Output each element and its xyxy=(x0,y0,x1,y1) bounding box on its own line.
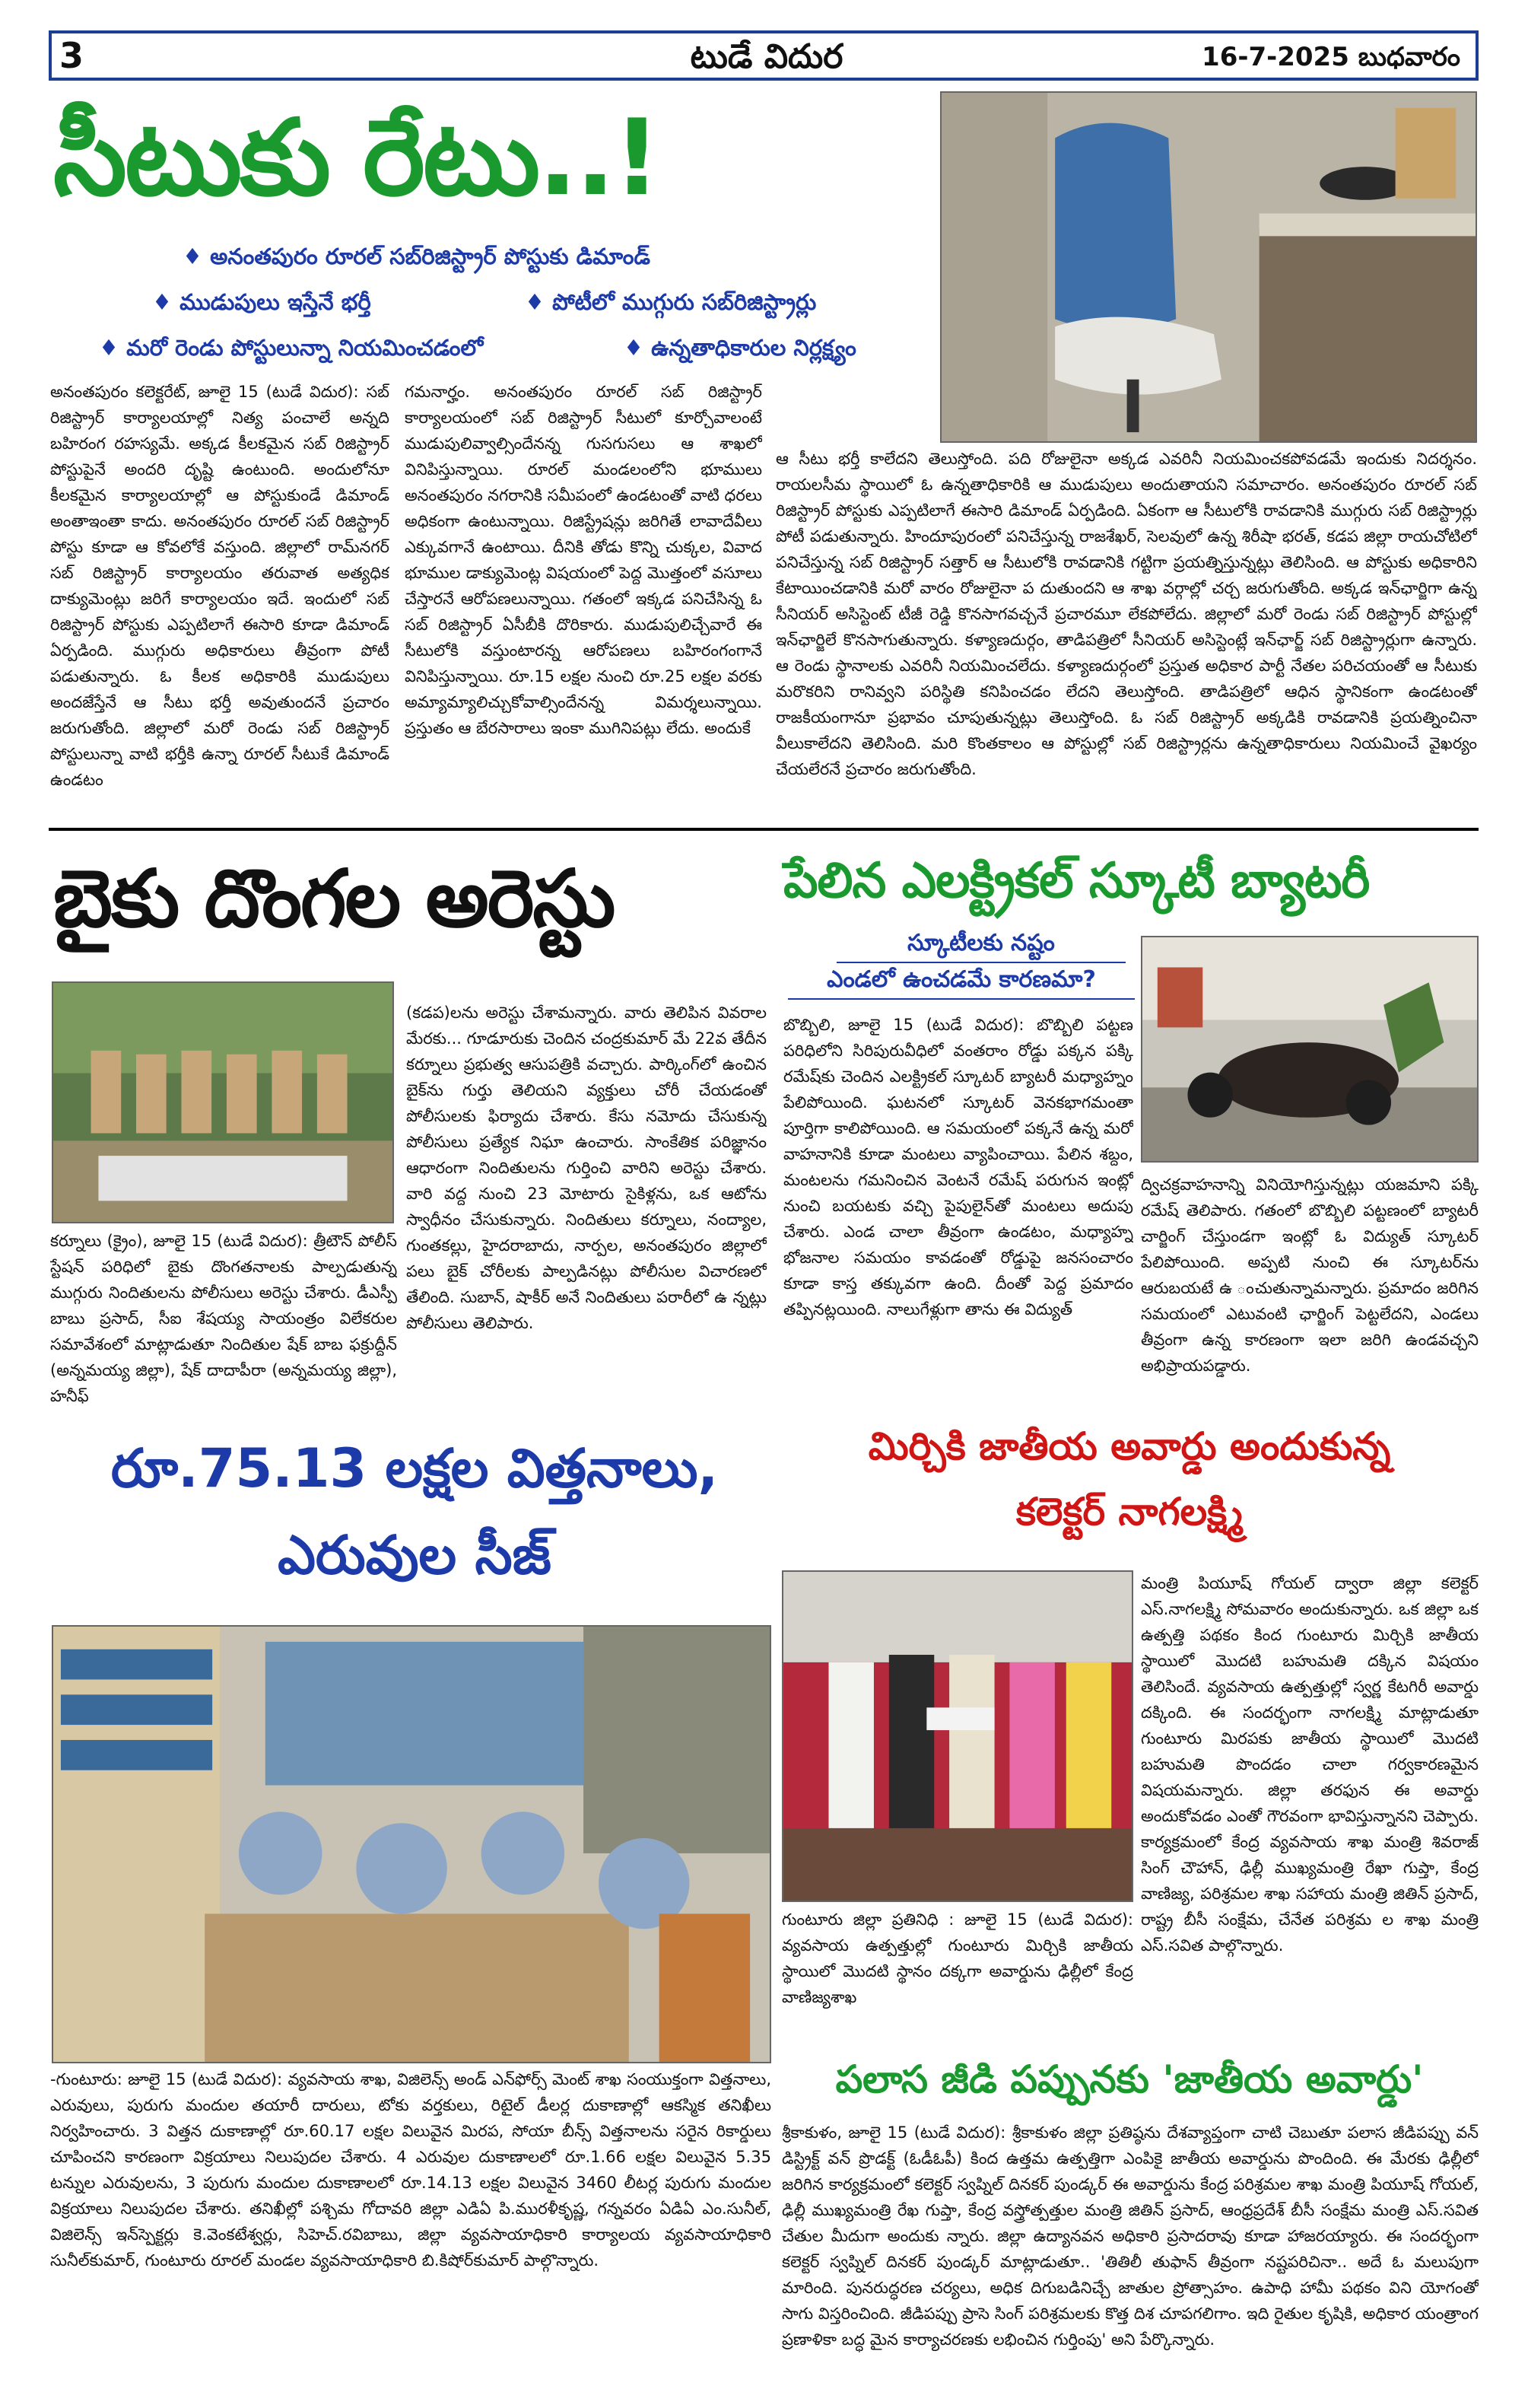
story3-column-2: ద్విచక్రవాహనాన్ని వినియోగిస్తున్నట్లు యజమాని పక్కి రమేష్ తెలిపారు. గతంలో బొబ్బిలి పట్టణంలో బ్యాటరీ చార్జింగ్ చేస్తుండగా ఇంట్లో ఓ విద్యుత్ స్కూటర్ పేలిపోయింది. అప్పటి నుంచి ఈ స్కూటర్‌ను ఆరుబయటే ఉ ంచుతున్నామన్నారు. ప్రమాదం జరిగిన సమయంలో ఎటువంటి ఛార్జింగ్ పెట్టలేదని, ఎండలు తీవ్రంగా ఉన్న కారణంగా ఇలా జరిగి ఉండవచ్చని అభిప్రాయపడ్డారు. xyxy=(1141,1175,1479,1375)
story5-headline-2: కలెక్టర్ నాగలక్ష్మి xyxy=(1015,1490,1244,1534)
story5-column-right: మంత్రి పియూష్ గోయల్ ద్వారా జిల్లా కలెక్టర్ ఎస్.నాగలక్ష్మి సోమవారం అందుకున్నారు. ఒక జిల్లా ఒక ఉత్పత్తి పథకం కింద గుంటూరు మిర్చికి జాతీయ స్థాయిలో మొదటి బహుమతి దక్కిన విషయం తెలిసిందే. వ్యవసాయ ఉత్పత్తుల్లో స్వర్ణ కేటగిరీ అవార్డు దక్కింది. ఈ సందర్భంగా నాగలక్ష్మి మాట్లాడుతూ గుంటూరు మిరపకు జాతీయ స్థాయిలో మొదటి బహుమతి పొందడం చాలా గర్వకారణమైన విషయమన్నారు. జిల్లా తరఫున ఈ అవార్డు అందుకోవడం ఎంతో గౌరవంగా భావిస్తున్నానని చెప్పారు. కార్యక్రమంలో కేంద్ర వ్యవసాయ శాఖ మంత్రి శివరాజ్ సింగ్ చౌహాన్, ఢిల్లీ ముఖ్యమంత్రి రేఖా గుప్తా, కేంద్ర వాణిజ్య, పరిశ్రమల శాఖ సహాయ మంత్రి జితిన్ ప్రసాద్, రాష్ట్ర బీసీ సంక్షేమ, చేనేత పరిశ్రమ ల శాఖ మంత్రి ఎస్.సవిత పాల్గొన్నారు. xyxy=(1141,1574,1479,1955)
award-ceremony-photo xyxy=(782,1570,1133,1902)
story1-subhead-2: ♦ ముడుపులు ఇస్తేనే భర్తీ xyxy=(152,289,371,315)
story1-subhead-5: ♦ ఉన్నతాధికారుల నిర్లక్ష్యం xyxy=(624,335,856,361)
burnt-scooter-photo xyxy=(1141,936,1479,1163)
story6-body: శ్రీకాకుళం, జూలై 15 (టుడే విదుర): శ్రీకాకుళం జిల్లా ప్రతిష్ఠను దేశవ్యాప్తంగా చాటి చెబుతూ పలాస జీడిపప్పు వన్ డిస్ట్రిక్ట్ వన్ ప్రొడక్ట్ (ఓడీఓపీ) కింద ఉత్తమ ఉత్పత్తిగా ఎంపికై జాతీయ అవార్డును పొందింది. ఈ మేరకు ఢిల్లీలో జరిగిన కార్యక్రమంలో కలెక్టర్ స్వప్నిల్ దినకర్ పుండ్కర్ ఈ అవార్డును కేంద్ర పరిశ్రమల శాఖ మంత్రి పియూష్ గోయల్, ఢిల్లీ ముఖ్యమంత్రి రేఖ గుప్తా, కేంద్ర వస్త్రోత్పత్తుల మంత్రి జితిన్ ప్రసాద్, ఆంధ్రప్రదేశ్ బీసీ సంక్షేమ మంత్రి ఎస్.సవిత చేతుల మీదుగా అందుకు న్నారు. జిల్లా ఉద్యానవన అధికారి ప్రసాదరావు కూడా హాజరయ్యారు. ఈ సందర్భంగా కలెక్టర్ స్వప్నిల్ దినకర్ పుండ్కర్ మాట్లాడుతూ.. 'తితిలీ తుఫాన్ తీవ్రంగా నష్టపరిచినా.. అదే ఓ మలుపుగా మారింది. పునరుద్ధరణ చర్యలు, అధిక దిగుబడినిచ్చే జాతుల ప్రోత్సాహం. ఉపాధి హామీ పథకం విని యోగంతో సాగు విస్తరించింది. జీడిపప్పు ప్రాసె సింగ్ పరిశ్రమలకు కొత్త దిశ చూపగలిగాం. ఇది రైతుల కృషికి, అధికార యంత్రాంగ ప్రణాళికా బద్ధ మైన కార్యాచరణకు లభించిన గుర్తింపు' అని పేర్కొన్నారు. xyxy=(782,2123,1479,2349)
story1-headline: సీటుకు రేటు..! xyxy=(53,97,659,219)
office-chair-photo xyxy=(940,91,1477,443)
story2-column-1: కర్నూలు (క్రైం), జూలై 15 (టుడే విదుర): త్రీటౌన్ పోలీస్ స్టేషన్ పరిధిలో బైకు దొంగతనాలకు పాల్పడుతున్న ముగ్గురు నిందితులను పోలీసులు అరెస్టు చేశారు. డీఎస్పీ బాబు ప్రసాద్, సీఐ శేషయ్య సాయంత్రం విలేకరుల సమావేశంలో మాట్లాడుతూ నిందితుల షేక్ బాబ ఫక్రుద్దీన్ (అన్నమయ్య జిల్లా), షేక్ దాదాపీరా (అన్నమయ్య జిల్లా), హనీఫ్ xyxy=(50,1232,397,1405)
story1-subhead-3: ♦ పోటీలో ముగ్గురు సబ్‌రిజిస్ట్రార్లు xyxy=(525,289,817,315)
masthead-date: 16-7-2025 బుధవారం xyxy=(1202,42,1460,72)
story3-headline: పేలిన ఎలక్ట్రికల్ స్కూటీ బ్యాటరీ xyxy=(783,853,1370,909)
story1-column-1: అనంతపురం కలెక్టరేట్, జూలై 15 (టుడే విదుర): సబ్ రిజిస్ట్రార్ కార్యాలయాల్లో నిత్య పంచాలే అన్నది బహిరంగ రహస్యమే. అక్కడ కీలకమైన సబ్ రిజిస్ట్రార్ పోస్టుపైనే అందరి దృష్టి ఉంటుంది. అందులోనూ కీలకమైన కార్యాలయాల్లో ఆ పోస్టుకుండే డిమాండ్ అంతాఇంతా కాదు. అనంతపురం రూరల్ సబ్ రిజిస్ట్రార్ పోస్టు కూడా ఆ కోవలోకే వస్తుంది. జిల్లాలో రామ్‌నగర్ సబ్ రిజిస్ట్రార్ కార్యాలయం తరువాత అత్యధిక దాక్యుమెంట్లు జరిగే కార్యాలయం ఇదే. ఇందులో సబ్ రిజిస్ట్రార్ పోస్టుకు ఎప్పటిలాగే ఈసారి కూడా డిమాండ్ ఏర్పడింది. ముగ్గురు అధికారులు తీవ్రంగా పోటీ పడుతున్నారు. ఓ కీలక అధికారికి ముడుపులు అందజేస్తేనే ఆ సీటు భర్తీ అవుతుందనే ప్రచారం జరుగుతోంది. జిల్లాలో మరో రెండు సబ్ రిజిస్ట్రార్ పోస్టులున్నా వాటి భర్తీకి ఉన్నా రూరల్ సీటుకే డిమాండ్ ఉండటం xyxy=(50,383,389,789)
story4-body: -గుంటూరు: జూలై 15 (టుడే విదుర): వ్యవసాయ శాఖ, విజిలెన్స్ అండ్ ఎన్‌ఫోర్స్ మెంట్ శాఖ సంయుక్తంగా విత్తనాలు, ఎరువులు, పురుగు మందుల తయారీ దారులు, టోకు వర్తకులు, రిటైల్ డీలర్ల దుకాణాల్లో ఆకస్మిక తనిఖీలు నిర్వహించారు. 3 విత్తన దుకాణాల్లో రూ.60.17 లక్షల విలువైన మిరప, సోయా బీన్స్ విత్తనాలను సరైన రికార్డులు చూపించని కారణంగా విక్రయాలు నిలుపుదల చేశారు. 4 ఎరువుల దుకాణాలలో రూ.1.66 లక్షల విలువైన 5.35 టన్నుల ఎరువులను, 3 పురుగు మందుల దుకాణాలలో రూ.14.13 లక్షల విలువైన 3460 లీటర్ల పురుగు మందుల విక్రయాలు నిలుపుదల చేశారు. తనిఖీల్లో పశ్చిమ గోదావరి జిల్లా ఎడిఏ పి.మురళీకృష్ణ, గన్నవరం ఏడిఏ ఎం.సునీల్, విజిలెన్స్ ఇన్‌స్పెక్టర్లు కె.వెంకటేశ్వర్లు, సిహెచ్.రవిబాబు, జిల్లా వ్యవసాయాధికారి కార్యాలయ వ్యవసాయాధికారి సునీల్‌కుమార్, గుంటూరు రూరల్ మండల వ్యవసాయాధికారి బి.కిషోర్‌కుమార్ పాల్గొన్నారు. xyxy=(50,2070,771,2270)
story1-column-3: ఆ సీటు భర్తీ కాలేదని తెలుస్తోంది. పది రోజులైనా అక్కడ ఎవరినీ నియమించకపోవడమే ఇందుకు నిదర్శనం. రాయలసీమ స్థాయిలో ఓ ఉన్నతాధికారికి ఆ ముడుపులు అందుతాయని సమాచారం. అనంతపురం రూరల్ సబ్ రిజిస్ట్రార్ పోస్టుకు ఎప్పటిలాగే ఈసారి డిమాండ్ ఏర్పడింది. ఏకంగా ఆ సీటులోకి రావడానికి ముగ్గురు సబ్ రిజిస్ట్రార్లు పోటీ పడుతున్నారు. హిందూపురంలో పనిచేస్తున్న రాజశేఖర్, సెలవులో ఉన్న శిరీషా భరత్, కడప జిల్లా రాయచోటిలో పనిచేస్తున్న సబ్ రిజిస్ట్రార్ సత్తార్ ఆ సీటులోకి రావడానికి గట్టిగా ప్రయత్నిస్తున్నట్లు తెలిసింది. ఆ పోస్టుకు అధికారిని కేటాయించడానికి మరో వారం రోజులైనా ప దుతుందని ఆ శాఖ వర్గాల్లో చర్చ జరుగుతోంది. అక్కడ ఇన్‌ఛార్జిగా ఉన్న సీనియర్ అసిస్టెంట్ టీజీ రెడ్డి కొనసాగవచ్చనే ప్రచారమూ లేకపోలేదు. జిల్లాలో మరో రెండు సబ్ రిజిస్ట్రార్ పోస్టుల్లో ఇన్‌ఛార్జిలే కొనసాగుతున్నారు. కళ్యాణదుర్గం, తాడిపత్రిలో సీనియర్ అసిస్టెంట్లే ఇన్‌ఛార్జ్ సబ్ రిజిస్ట్రార్లుగా ఉన్నారు. ఆ రెండు స్థానాలకు ఎవరినీ నియమించలేదు. కళ్యాణదుర్గంలో ప్రస్తుత అధికార పార్టీ నేతల పరిచయంతో ఆ సీటుకు మరొకరిని రానివ్వని పరిస్థితి కనిపించడం లేదని తెలుస్తోంది. తాడిపత్రిలో ఆధిన స్థానికంగా ఉండటంతో రాజకీయంగానూ ప్రభావం చూపుతున్నట్లు తెలుస్తోంది. ఓ సబ్ రిజిస్ట్రార్ అక్కడికి రావడానికి ప్రయత్నించినా వీలుకాలేదని తెలిసింది. మరి కొంతకాలం ఆ పోస్టుల్లో సబ్ రిజిస్ట్రార్లను ఉన్నతాధికారులు నియమించే వైఖర్యం చేయలేరనే ప్రచారం జరుగుతోంది. xyxy=(776,450,1477,778)
story3-subhead-2: ఎండలో ఉంచడమే కారణమా? xyxy=(788,966,1135,1000)
arrest-press-meet-photo xyxy=(52,981,394,1223)
section-divider-1 xyxy=(49,828,1479,831)
story2-column-2: (కడప)లను అరెస్టు చేశామన్నారు. వారు తెలిపిన వివరాల మేరకు... గూడూరుకు చెందిన చంద్రకుమార్ మే 22వ తేదీన కర్నూలు ప్రభుత్వ ఆసుపత్రికి వచ్చారు. పార్కింగ్‌లో ఉంచిన బైక్‌ను గుర్తు తెలియని వ్యక్తులు చోరీ చేయడంతో పోలీసులకు ఫిర్యాదు చేశారు. కేసు నమోదు చేసుకున్న పోలీసులు ప్రత్యేక నిఘా ఉంచారు. సాంకేతిక పరిజ్ఞానం ఆధారంగా నిందితులను గుర్తించి వారిని అరెస్టు చేశారు. వారి వద్ద నుంచి 23 మోటారు సైకిళ్లను, ఒక ఆటోను స్వాధీనం చేసుకున్నారు. నిందితులు కర్నూలు, నంద్యాల, గుంతకల్లు, హైదరాబాదు, నార్పల, అనంతపురం జిల్లాలో పలు బైక్ చోరీలకు పాల్పడినట్లు పోలీసుల విచారణలో తేలింది. సుబాన్, షాకీర్ అనే నిందితులు పరారీలో ఉ న్నట్లు పోలీసులు తెలిపారు. xyxy=(406,1004,767,1332)
fertilizer-shop-inspection-photo xyxy=(52,1625,771,2063)
paper-title: టుడే విదుర xyxy=(690,37,843,76)
story6-headline: పలాస జీడి పప్పునకు 'జాతీయ అవార్డు' xyxy=(835,2057,1424,2101)
story2-headline: బైకు దొంగల అరెస్టు xyxy=(53,852,615,945)
story1-column-2: గమనార్హం. అనంతపురం రూరల్ సబ్ రిజిస్ట్రార్ కార్యాలయంలో సబ్ రిజిస్ట్రార్ సీటులో కూర్చోవాలంటే ముడుపులివ్వాల్సిందేనన్న గుసగుసలు ఆ శాఖలో వినిపిస్తున్నాయి. రూరల్ మండలంలోని భూములు అనంతపురం నగరానికి సమీపంలో ఉండటంతో వాటి ధరలు అధికంగా ఉంటున్నాయి. రిజిస్ట్రేషన్లు జరిగితే లావాదేవీలు ఎక్కువగానే ఉంటాయి. దీనికి తోడు కొన్ని చుక్కల, వివాద భూముల డాక్యుమెంట్ల విషయంలో పెద్ద మొత్తంలో వసూలు చేస్తారనే ఆరోపణలున్నాయి. గతంలో ఇక్కడ పనిచేసిన్న ఓ సబ్ రిజిస్ట్రార్ ఏసీబీకి దొరికారు. ముడుపులిచ్చేవారే ఈ సీటులోకి వస్తుంటారన్న ఆరోపణలు బహిరంగంగానే వినిపిస్తున్నాయి. రూ.15 లక్షల నుంచి రూ.25 లక్షల వరకు అమ్యామ్యాలిచ్చుకోవాల్సిందేనన్న విమర్శలున్నాయి. ప్రస్తుతం ఆ బేరసారాలు ఇంకా ముగినిపట్లు లేదు. అందుకే xyxy=(405,383,762,737)
story4-headline-2: ఎరువుల సీజ్ xyxy=(278,1524,551,1586)
story4-headline-1: రూ.75.13 లక్షల విత్తనాలు, xyxy=(110,1437,719,1500)
story3-subhead-1: స్కూటీలకు నష్టం xyxy=(837,930,1126,963)
story3-column-1: బొబ్బిలి, జూలై 15 (టుడే విదుర): బొబ్బిలి పట్టణ పరిధిలోని సిరిపురువీధిలో వంతరాం రోడ్డు పక్కన పక్కి రమేష్‌కు చెందిన ఎలక్ట్రికల్ స్కూటర్ బ్యాటరీ మధ్యాహ్నం పేలిపోయింది. ఘటనలో స్కూటర్ వెనకభాగమంతా పూర్తిగా కాలిపోయింది. ఆ సమయంలో పక్కనే ఉన్న మరో వాహనానికి కూడా మంటలు వ్యాపించాయి. పేలిన శబ్దం, మంటలను గమనించిన వెంటనే రమేష్ పరుగున ఇంట్లో నుంచి బయటకు వచ్చి పైపులైన్‌తో మంటలు అదుపు చేశారు. ఎండ చాలా తీవ్రంగా ఉండటం, మధ్యాహ్న భోజనాల సమయం కావడంతో రోడ్డుపై జనసంచారం కూడా కాస్త తక్కువగా ఉంది. దీంతో పెద్ద ప్రమాదం తప్పినట్లయింది. నాలుగేళ్లుగా తాను ఈ విద్యుత్ xyxy=(783,1016,1133,1319)
masthead xyxy=(49,30,1479,81)
page-number: 3 xyxy=(59,35,84,76)
story1-subhead-4: ♦ మరో రెండు పోస్టులున్నా నియమించడంలో xyxy=(99,335,484,361)
story1-subhead-1: ♦ అనంతపురం రూరల్ సబ్‌రిజిస్ట్రార్ పోస్టుకు డిమాండ్ xyxy=(183,243,650,269)
story5-headline-1: మిర్చికి జాతీయ అవార్డు అందుకున్న xyxy=(868,1424,1391,1468)
story5-column-under-photo: గుంటూరు జిల్లా ప్రతినిధి : జూలై 15 (టుడే విదుర): వ్యవసాయ ఉత్పత్తుల్లో గుంటూరు మిర్చికి జాతీయ స్థాయిలో మొదటి స్థానం దక్కగా అవార్డును ఢిల్లీలో కేంద్ర వాణిజ్యశాఖ xyxy=(782,1910,1133,2006)
